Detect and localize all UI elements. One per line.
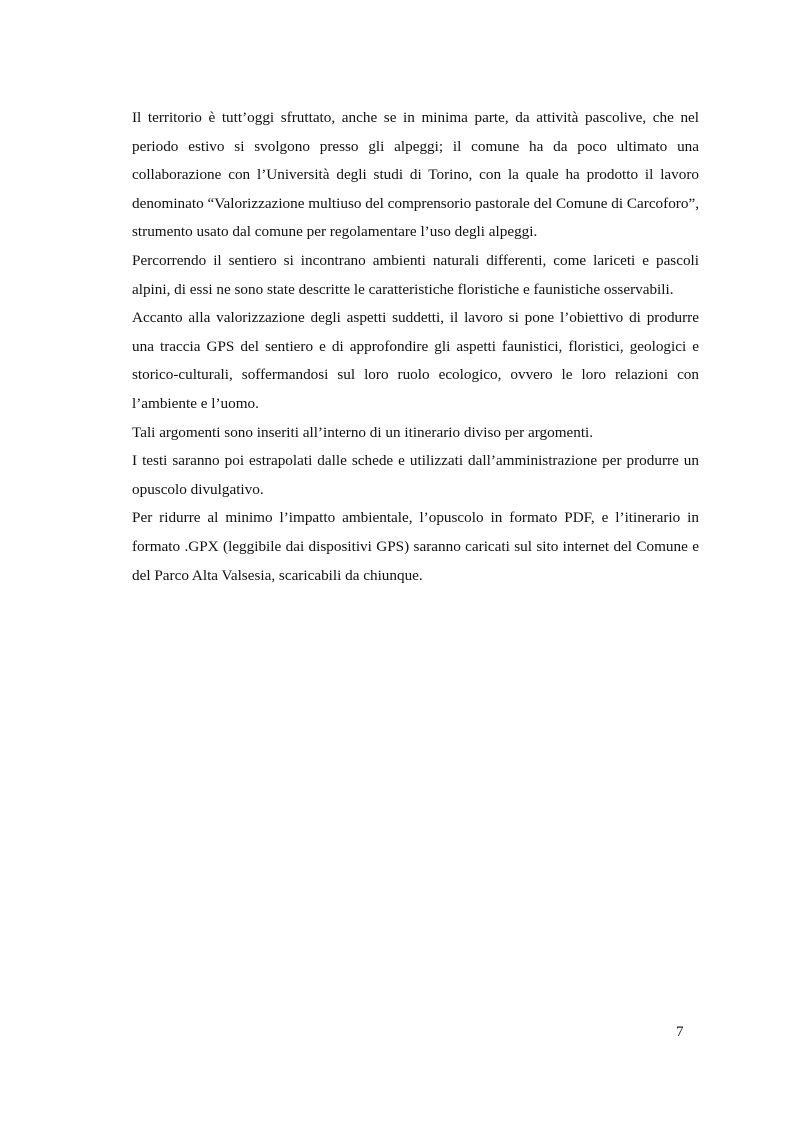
paragraph-valorizzazione: Accanto alla valorizzazione degli aspetti suddetti, il lavoro si pone l’obiettivo di produrre una traccia GPS del sentiero e di approfondire gli aspetti faunistici, floristici, geologici e storico-culturali, soffermandosi sul loro ruolo ecologico, ovvero le loro relazioni con l’ambiente e l’uomo. xyxy=(132,309,699,412)
body-text xyxy=(132,104,699,590)
paragraph-territorio: Il territorio è tutt’oggi sfruttato, anche se in minima parte, da attività pascolive, che nel periodo estivo si svolgono presso gli alpeggi; il comune ha da poco ultimato una collaborazione con l’Università degli studi di Torino, con la quale ha prodotto il lavoro denominato “Valorizzazione multiuso del comprensorio pastorale del Comune di Carcoforo”, strumento usato dal comune per regolamentare l’uso degli alpeggi. xyxy=(132,109,699,241)
paragraph-testi: I testi saranno poi estrapolati dalle schede e utilizzati dall’amministrazione per produrre un opuscolo divulgativo. xyxy=(132,452,699,498)
paragraph-impatto: Per ridurre al minimo l’impatto ambientale, l’opuscolo in formato PDF, e l’itinerario in formato .GPX (leggibile dai dispositivi GPS) saranno caricati sul sito internet del Comune e del Parco Alta Valsesia, scaricabili da chiunque. xyxy=(132,509,699,584)
paragraph-sentiero: Percorrendo il sentiero si incontrano ambienti naturali differenti, come lariceti e pascoli alpini, di essi ne sono state descritte le caratteristiche floristiche e faunistiche osservabili. xyxy=(132,251,699,298)
paragraph-argomenti: Tali argomenti sono inseriti all’interno di un itinerario diviso per argomenti. xyxy=(132,423,594,441)
page-number: 7 xyxy=(676,1024,684,1040)
